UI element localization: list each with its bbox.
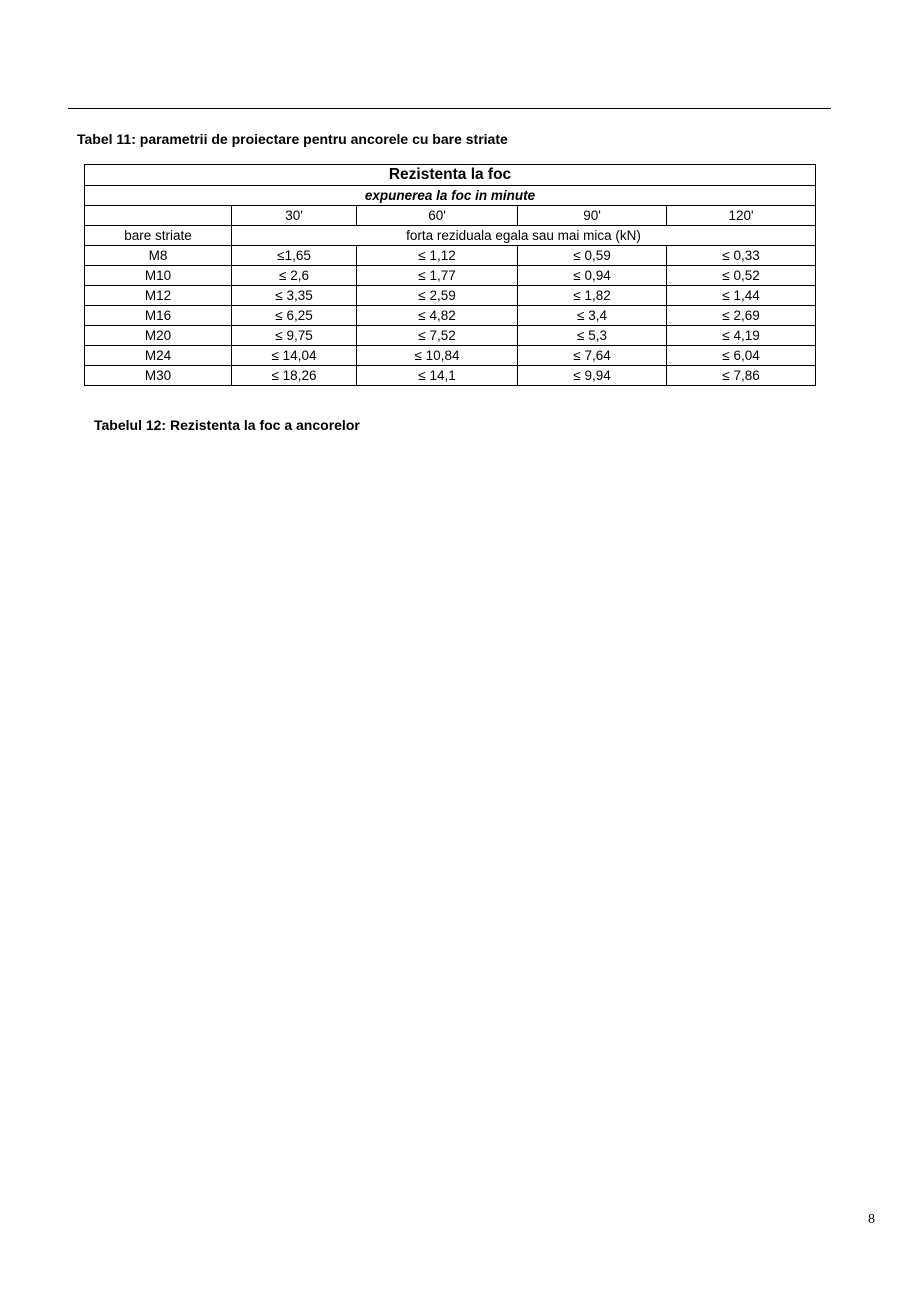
duration-30: 30' xyxy=(232,206,357,226)
table-row xyxy=(85,306,816,326)
bar-size-cell: M10 xyxy=(85,266,232,286)
bar-size-cell: M24 xyxy=(85,346,232,366)
bar-size-cell: M20 xyxy=(85,326,232,346)
fire-resistance-table xyxy=(84,164,816,386)
value-cell: ≤ 4,82 xyxy=(357,306,518,326)
bar-size-cell: M30 xyxy=(85,366,232,386)
table-12-caption: Tabelul 12: Rezistenta la foc a ancorelor xyxy=(94,417,360,433)
value-cell: ≤ 1,44 xyxy=(667,286,816,306)
value-cell: ≤ 4,19 xyxy=(667,326,816,346)
value-cell: ≤ 0,94 xyxy=(518,266,667,286)
value-cell: ≤ 14,1 xyxy=(357,366,518,386)
table-row xyxy=(85,286,816,306)
table-row xyxy=(85,366,816,386)
table-title-row xyxy=(85,165,816,186)
value-cell: ≤ 2,69 xyxy=(667,306,816,326)
value-header-label: forta reziduala egala sau mai mica (kN) xyxy=(232,226,816,246)
value-cell: ≤ 18,26 xyxy=(232,366,357,386)
value-cell: ≤ 2,59 xyxy=(357,286,518,306)
bar-size-cell: M8 xyxy=(85,246,232,266)
table-subtitle-row xyxy=(85,186,816,206)
value-cell: ≤ 1,77 xyxy=(357,266,518,286)
value-cell: ≤ 9,94 xyxy=(518,366,667,386)
table-title: Rezistenta la foc xyxy=(85,165,816,186)
value-cell: ≤ 9,75 xyxy=(232,326,357,346)
value-cell: ≤ 3,35 xyxy=(232,286,357,306)
table-row xyxy=(85,266,816,286)
table-row xyxy=(85,346,816,366)
header-rule xyxy=(68,108,831,109)
page-number: 8 xyxy=(868,1212,875,1227)
value-cell: ≤ 0,33 xyxy=(667,246,816,266)
table-11-caption: Tabel 11: parametrii de proiectare pentru ancorele cu bare striate xyxy=(77,131,508,147)
bar-size-cell: M16 xyxy=(85,306,232,326)
duration-header-row xyxy=(85,206,816,226)
value-cell: ≤ 0,59 xyxy=(518,246,667,266)
value-cell: ≤ 7,86 xyxy=(667,366,816,386)
value-cell: ≤ 2,6 xyxy=(232,266,357,286)
label-header-row xyxy=(85,226,816,246)
row-header-label: bare striate xyxy=(85,226,232,246)
value-cell: ≤ 14,04 xyxy=(232,346,357,366)
value-cell: ≤ 5,3 xyxy=(518,326,667,346)
value-cell: ≤ 10,84 xyxy=(357,346,518,366)
value-cell: ≤ 0,52 xyxy=(667,266,816,286)
empty-corner-cell xyxy=(85,206,232,226)
value-cell: ≤ 6,25 xyxy=(232,306,357,326)
duration-120: 120' xyxy=(667,206,816,226)
value-cell: ≤1,65 xyxy=(232,246,357,266)
value-cell: ≤ 3,4 xyxy=(518,306,667,326)
duration-90: 90' xyxy=(518,206,667,226)
table-subtitle: expunerea la foc in minute xyxy=(85,186,816,206)
value-cell: ≤ 6,04 xyxy=(667,346,816,366)
table-row xyxy=(85,246,816,266)
table-row xyxy=(85,326,816,346)
value-cell: ≤ 7,52 xyxy=(357,326,518,346)
value-cell: ≤ 1,12 xyxy=(357,246,518,266)
value-cell: ≤ 7,64 xyxy=(518,346,667,366)
value-cell: ≤ 1,82 xyxy=(518,286,667,306)
duration-60: 60' xyxy=(357,206,518,226)
bar-size-cell: M12 xyxy=(85,286,232,306)
